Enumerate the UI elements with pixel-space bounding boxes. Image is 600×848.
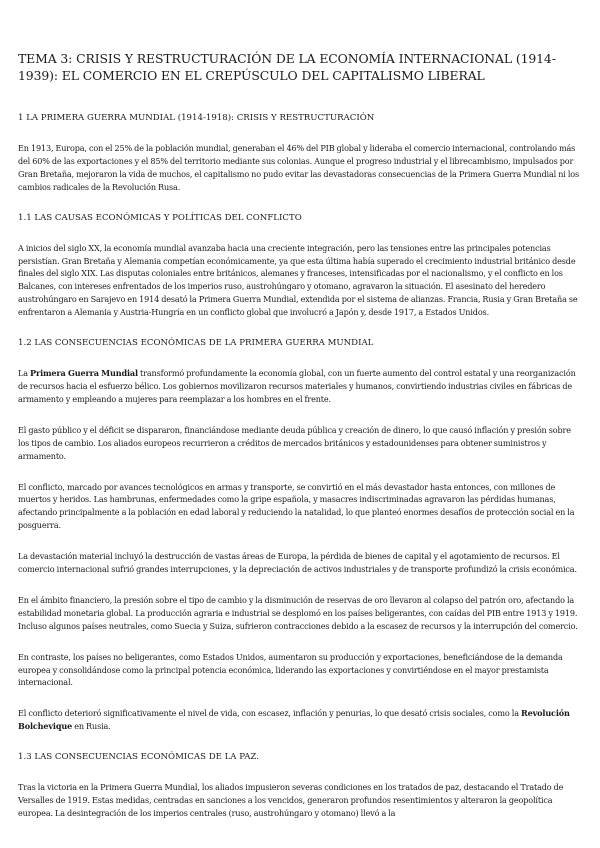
para-text: El conflicto deterioró significativamente el nivel de vida, con escasez, inflación y penurias, lo que desató crisis sociales, como la xyxy=(18,708,522,719)
section-1-2-paragraph-7 xyxy=(18,707,582,733)
section-1-heading: 1 LA PRIMERA GUERRA MUNDIAL (1914-1918): CRISIS Y RESTRUCTURACIÓN xyxy=(18,113,375,123)
para-text: transformó profundamente la economía global, con un fuerte aumento del control estatal y una reorganización de recursos hacia el esfuerzo bélico. Los gobiernos movilizaron recursos materiales y humanos, convirtiendo industrias civiles en fábricas de armamento y empleando a mujeres para reemplazar a los hombres en el frente. xyxy=(18,368,576,404)
section-1-2-paragraph-6: En contraste, los países no beligerantes, como Estados Unidos, aumentaron su producción y exportaciones, beneficiándose de la demanda europea y consolidándose como la principal potencia económica, liderando las exportaciones y convirtiéndose en el mayor prestamista internacional. xyxy=(18,651,563,688)
section-1-3-paragraph-1: Tras la victoria en la Primera Guerra Mundial, los aliados impusieron severas condiciones en los tratados de paz, destacando el Tratado de Versalles de 1919. Estas medidas, centradas en sanciones a los vencidos, generaron profundos resentimientos y alteraron la geopolítica europea. La desintegración de los imperios centrales (ruso, austrohúngaro y otomano) llevó a la xyxy=(18,782,564,818)
bold-term-primera-guerra-mundial: Primera Guerra Mundial xyxy=(30,368,138,379)
section-1-2-paragraph-2: El gasto público y el déficit se dispararon, financiándose mediante deuda pública y creación de dinero, lo que causó inflación y presión sobre los tipos de cambio. Los aliados europeos recurrieron a créditos de mercados británicos y estadounidenses para obtener suministros y armamento. xyxy=(18,424,571,461)
document-title: TEMA 3: CRISIS Y RESTRUCTURACIÓN DE LA ECONOMÍA INTERNACIONAL (1914-1939): EL COMERCIO EN EL CREPÚSCULO DEL CAPITALISMO LIBERAL xyxy=(18,51,556,83)
para-text: en Rusia. xyxy=(72,721,111,732)
section-1-1-paragraph: A inicios del siglo XX, la economía mundial avanzaba hacia una creciente integración, pero las tensiones entre las principales potencias persistían. Gran Bretaña y Alemania competían económicamente, ya que esta última había superado el crecimiento industrial británico desde finales del siglo XIX. Las disputas coloniales entre británicos, alemanes y franceses, intensificadas por el nacionalismo, y el conflicto en los Balcanes, con intereses enfrentados de los imperios ruso, austrohúngaro y otomano, agravaron la situación. El asesinato del heredero austrohúngaro en Sarajevo en 1914 desató la Primera Guerra Mundial, extendida por el sistema de alianzas. Francia, Rusia y Gran Bretaña se enfrentaron a Alemania y Austria-Hungría en un conflicto global que involucró a Japón y, desde 1917, a Estados Unidos. xyxy=(18,242,578,318)
section-1-3-heading: 1.3 LAS CONSECUENCIAS ECONÓMICAS DE LA PAZ. xyxy=(18,752,259,763)
section-1-2-paragraph-5: En el ámbito financiero, la presión sobre el tipo de cambio y la disminución de reservas de oro llevaron al colapso del patrón oro, afectando la estabilidad monetaria global. La producción agraria e industrial se desplomó en los países beligerantes, con caídas del PIB entre 1913 y 1919. Incluso algunos países neutrales, como Suecia y Suiza, sufrieron contracciones debido a la escasez de recursos y la interrupción del comercio. xyxy=(18,594,578,631)
section-1-2-paragraph-4: La devastación material incluyó la destrucción de vastas áreas de Europa, la pérdida de bienes de capital y el agotamiento de recursos. El comercio internacional sufrió grandes interrupciones, y la depreciación de activos industriales y de transporte profundizó la crisis económica. xyxy=(18,551,577,575)
section-1-2-paragraph-1 xyxy=(18,367,582,406)
document-page xyxy=(18,50,582,838)
section-1-intro-paragraph: En 1913, Europa, con el 25% de la población mundial, generaban el 46% del PIB global y lideraba el comercio internacional, controlando más del 60% de las exportaciones y el 85% del territorio mediante sus colonias. Aunque el progreso industrial y el librecambismo, impulsados por Gran Bretaña, mejoraron la vida de muchos, el capitalismo no pudo evitar las devastadoras consecuencias de la Primera Guerra Mundial ni los cambios radicales de la Revolución Rusa. xyxy=(18,143,579,192)
bold-term-revolucion-bolchevique: Revolución Bolchevique xyxy=(18,708,570,732)
para-text: La xyxy=(18,368,31,379)
section-1-2-paragraph-3: El conflicto, marcado por avances tecnológicos en armas y transporte, se convirtió en el más devastador hasta entonces, con millones de muertos y heridos. Las hambrunas, enfermedades como la gripe española, y masacres indiscriminadas agravaron las pérdidas humanas, afectando principalmente a la población en edad laboral y reduciendo la natalidad, lo que planteó enormes desafíos de protección social en la posguerra. xyxy=(18,481,575,531)
section-1-1-heading: 1.1 LAS CAUSAS ECONÓMICAS Y POLÍTICAS DEL CONFLICTO xyxy=(18,212,302,223)
section-1-2-heading: 1.2 LAS CONSECUENCIAS ECONÓMICAS DE LA PRIMERA GUERRA MUNDIAL xyxy=(18,338,374,349)
